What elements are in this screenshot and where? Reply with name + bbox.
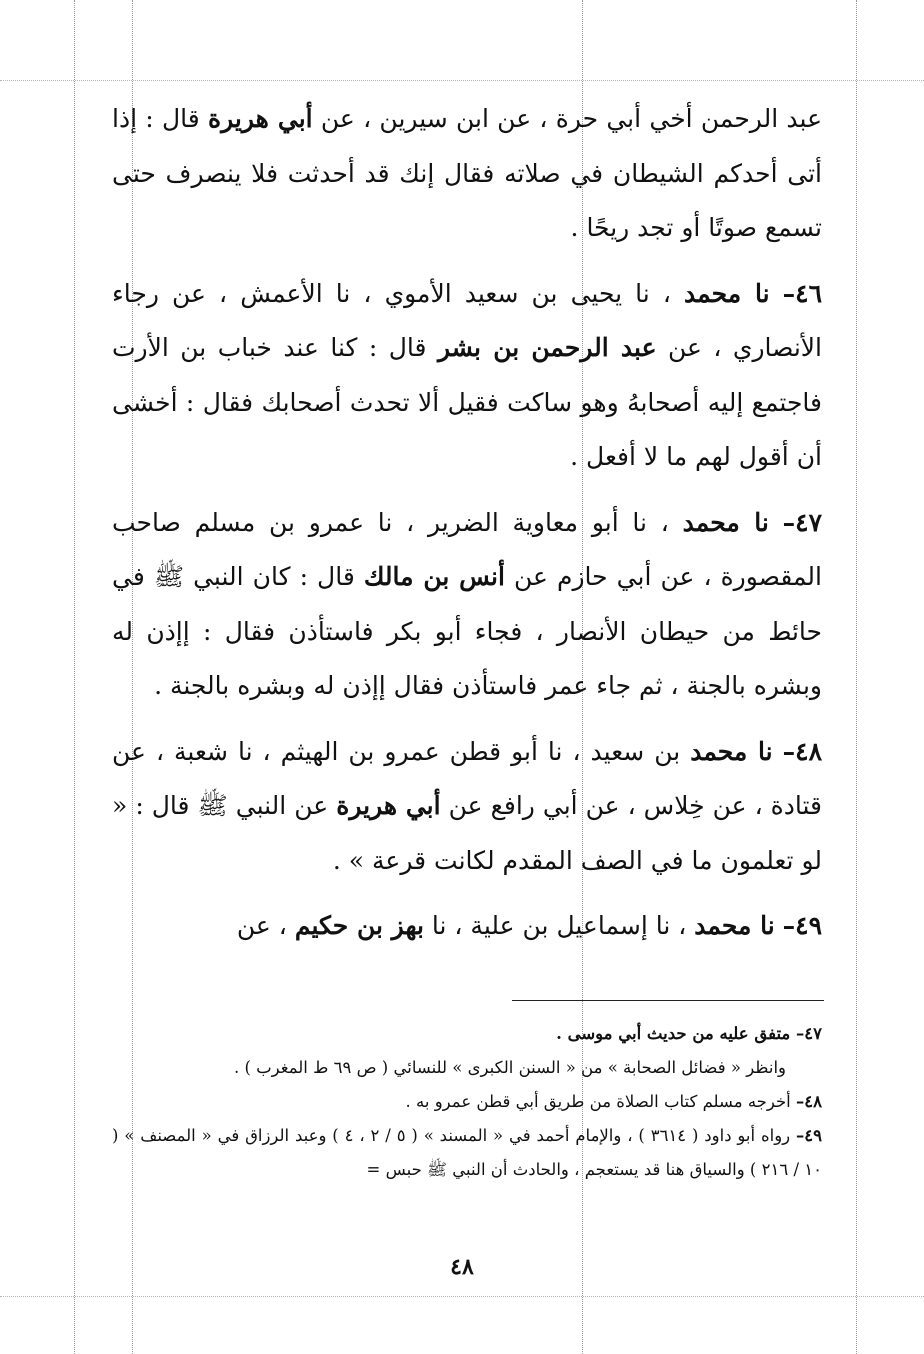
footnote-text: رواه أبو داود ( ٣٦١٤ ) ، والإمام أحمد في « المسند » ( ٥ / ٢ ، ٤ ) وعبد الرزاق في « المصنف » ( ١٠ / ٢١٦ ) والسياق هنا قد يستعجم ، والحادث أن النبي ﷺ حبس =	[112, 1126, 822, 1179]
hadith-47	[112, 496, 822, 714]
footnote-number: ٤٧–	[796, 1024, 822, 1043]
page-number: ٤٨	[450, 1254, 474, 1280]
footnote-text: أخرجه مسلم كتاب الصلاة من طريق أبي قطن عمرو به .	[405, 1092, 797, 1111]
hadith-49	[112, 899, 822, 954]
narrator-name: أبي هريرة	[208, 104, 313, 133]
chain-lead: نا محمد	[690, 736, 773, 766]
margin-guide-right	[856, 0, 857, 1354]
footnote-number: ٤٨–	[796, 1092, 822, 1111]
paragraph-continuation	[112, 92, 822, 256]
text-segment: ، نا يحيى بن سعيد الأموي ، نا الأعمش ، عن رجاء الأنصاري ، عن	[112, 278, 822, 362]
text-segment: بن سعيد ، نا أبو قطن عمرو بن الهيثم ، نا شعبة ، عن قتادة ، عن خِلاس ، عن أبي رافع عن	[112, 736, 822, 820]
footnote-48	[112, 1085, 822, 1119]
footnote-47-continued	[112, 1051, 822, 1085]
footnote-number: ٤٩–	[796, 1126, 822, 1145]
footnotes	[112, 1017, 822, 1187]
footnote-text: متفق عليه من حديث أبي موسى .	[556, 1024, 797, 1043]
hadith-48	[112, 725, 822, 889]
footnote-text: وانظر « فضائل الصحابة » من « السنن الكبرى » للنسائي ( ص ٦٩ ط المغرب ) .	[233, 1058, 786, 1077]
margin-guide-top	[0, 80, 924, 81]
footnote-49	[112, 1119, 822, 1187]
text-segment: قال : إذا أتى أحدكم الشيطان في صلاته فقال إنك قد أحدثت فلا ينصرف حتى تسمع صوتًا أو تجد ريحًا .	[112, 104, 822, 242]
text-segment: عن النبي ﷺ قال : « لو تعلمون ما في الصف المقدم لكانت قرعة » .	[112, 791, 822, 875]
hadith-46	[112, 267, 822, 485]
chain-lead: نا محمد	[682, 507, 769, 537]
text-segment: قال : كان النبي ﷺ في حائط من حيطان الأنصار ، فجاء أبو بكر فاستأذن فقال : إإذن له وبشره بالجنة ، ثم جاء عمر فاستأذن فقال إإذن له وبشره بالجنة .	[112, 562, 822, 700]
footnote-47	[112, 1017, 822, 1051]
chain-lead: نا محمد	[694, 911, 775, 940]
text-segment: ، عن	[236, 911, 295, 940]
narrator-name: بهز بن حكيم	[294, 911, 424, 940]
main-text	[112, 92, 822, 965]
margin-guide-bottom	[0, 1296, 924, 1297]
footnote-divider	[512, 1000, 824, 1001]
hadith-number: ٤٦–	[782, 278, 822, 308]
narrator-name: عبد الرحمن بن بشر	[437, 333, 657, 362]
chain-lead: نا محمد	[684, 278, 770, 308]
text-segment: ، نا أبو معاوية الضرير ، نا عمرو بن مسلم صاحب المقصورة ، عن أبي حازم عن	[112, 507, 822, 591]
narrator-name: أنس بن مالك	[363, 562, 505, 591]
hadith-number: ٤٨–	[782, 736, 822, 766]
text-segment: عبد الرحمن أخي أبي حرة ، عن ابن سيرين ، عن	[312, 104, 823, 133]
narrator-name: أبي هريرة	[336, 791, 441, 820]
hadith-number: ٤٩–	[782, 911, 822, 940]
text-segment: ، نا إسماعيل بن علية ، نا	[423, 911, 695, 940]
hadith-number: ٤٧–	[782, 507, 822, 537]
text-segment: قال : كنا عند خباب بن الأرت فاجتمع إليه أصحابهُ وهو ساكت فقيل ألا تحدث أصحابك فقال : أخشى أن أقول لهم ما لا أفعل .	[112, 333, 822, 471]
margin-guide-left	[74, 0, 75, 1354]
